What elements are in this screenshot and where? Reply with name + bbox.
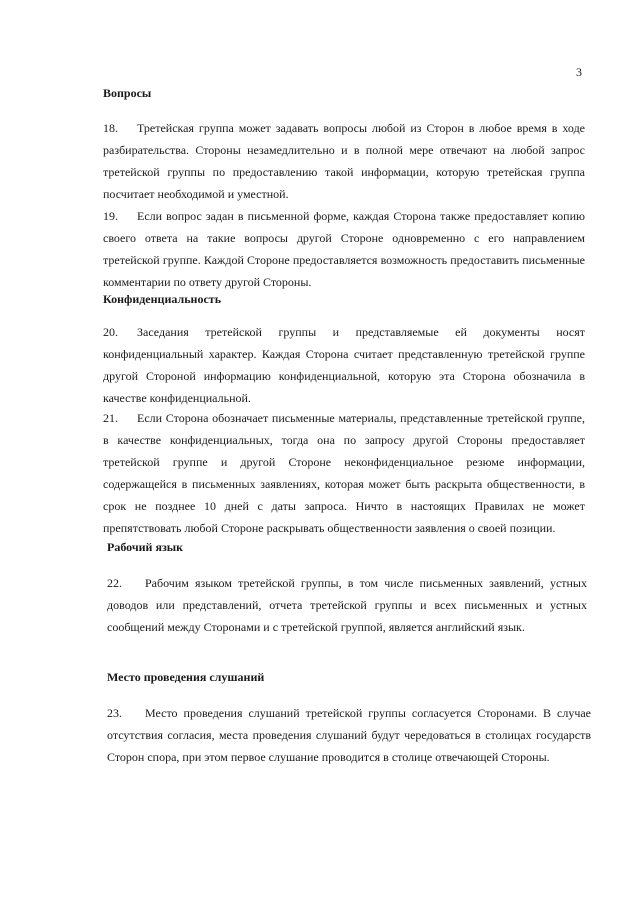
paragraph-number: 23. [107, 706, 122, 720]
paragraph-text: Место проведения слушаний третейской группы согласуется Сторонами. В случае отсутствия согласия, места проведения слушаний будут чередоваться в столицах государств Сторон спора, при этом первое слушание проводится в столице отвечающей Стороны. [107, 706, 591, 764]
paragraph-text: Если вопрос задан в письменной форме, каждая Сторона также предоставляет копию своего ответа на такие вопросы другой Стороне одновременно с его направлением третейской группе. Каждой Стороне предоставляется возможность предоставить письменные комментарии по ответу другой Стороны. [103, 209, 585, 289]
paragraph-text: Если Сторона обозначает письменные материалы, представленные третейской группе, в качестве конфиденциальных, тогда она по запросу другой Стороны предоставляет третейской группе и другой Стороне неконфиденциальное резюме информации, содержащейся в письменных заявлениях, которая может быть раскрыта общественности, в срок не позднее 10 дней с даты запроса. Ничто в настоящих Правилах не может препятствовать любой Стороне раскрывать общественности заявления о своей позиции. [103, 411, 585, 535]
paragraph-19 [103, 205, 585, 293]
section-heading-confidentiality: Конфиденциальность [103, 292, 222, 306]
section-heading-working-language: Рабочий язык [107, 540, 184, 554]
paragraph-number: 19. [103, 209, 118, 223]
paragraph-23 [107, 702, 591, 768]
paragraph-text: Третейская группа может задавать вопросы любой из Сторон в любое время в ходе разбирательства. Стороны незамедлительно и в полной мере отвечают на любой запрос третейской группы по предоставлению такой информации, которую третейская группа посчитает необходимой и уместной. [103, 121, 585, 201]
paragraph-number: 22. [107, 576, 122, 590]
paragraph-text: Рабочим языком третейской группы, в том числе письменных заявлений, устных доводов или представлений, отчета третейской группы и всех письменных и устных сообщений между Сторонами и с третейской группой, является английский язык. [107, 576, 587, 634]
section-heading-hearing-venue: Место проведения слушаний [107, 670, 265, 684]
page-number: 3 [576, 65, 582, 79]
paragraph-number: 21. [103, 411, 118, 425]
section-heading-questions: Вопросы [103, 86, 152, 100]
paragraph-22 [107, 572, 587, 638]
paragraph-21 [103, 407, 585, 539]
paragraph-18 [103, 117, 585, 205]
paragraph-20 [103, 321, 585, 409]
paragraph-number: 20. [103, 325, 118, 339]
paragraph-text: Заседания третейской группы и представляемые ей документы носят конфиденциальный характер. Каждая Сторона считает представленную третейской группе другой Стороной информацию конфиденциальной, которую эта Сторона обозначила в качестве конфиденциальной. [103, 325, 585, 405]
paragraph-number: 18. [103, 121, 118, 135]
